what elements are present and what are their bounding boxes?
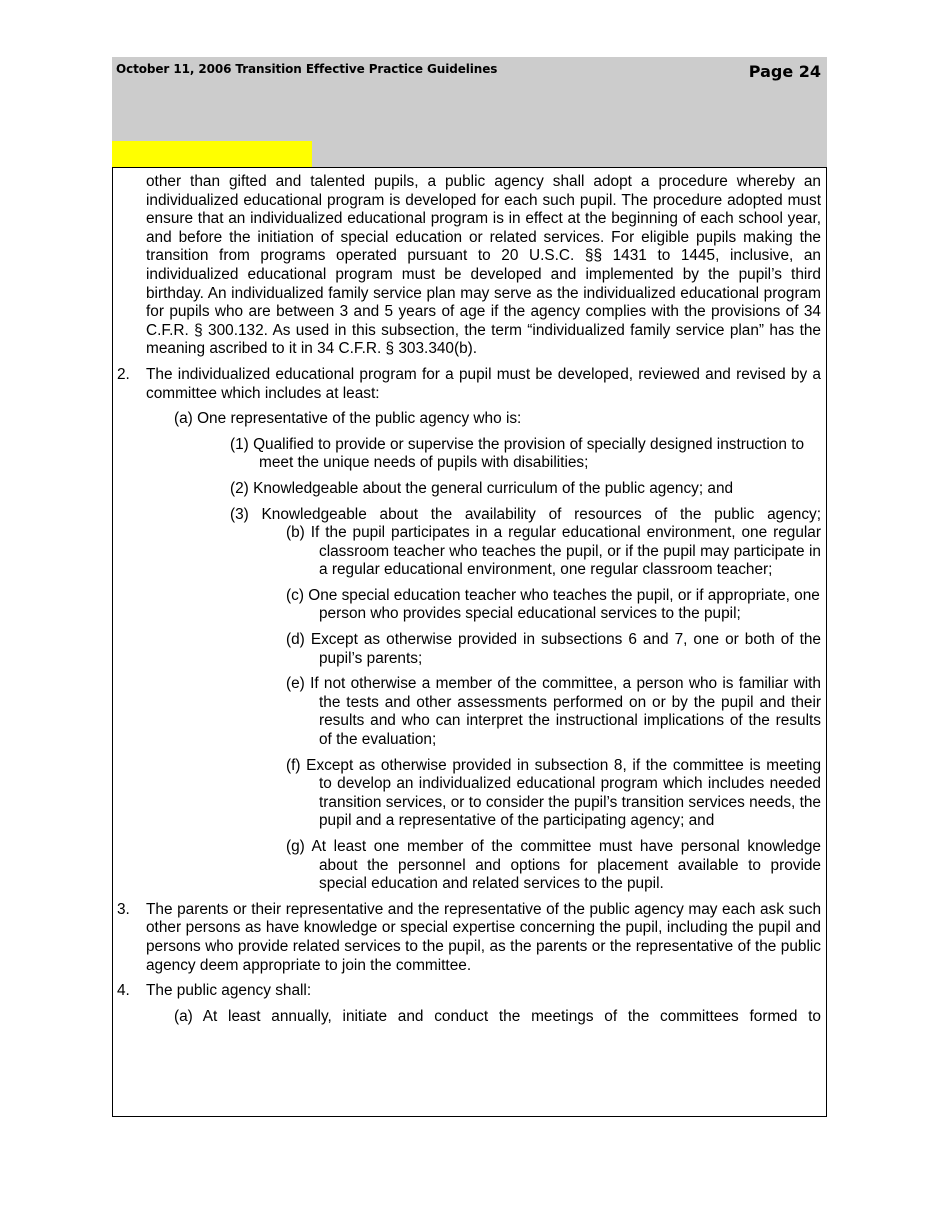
document-title: October 11, 2006 Transition Effective Practice Guidelines — [116, 62, 498, 76]
sub-item-2a-1: (1) Qualified to provide or supervise the provision of specially designed instruction to meet the unique needs of pupils with disabilities; — [230, 435, 805, 472]
sub-item-2a-3: (3) Knowledgeable about the availability of resources of the public agency; — [230, 505, 821, 523]
document-body — [113, 173, 826, 1026]
sub-item-4a: (a) At least annually, initiate and conduct the meetings of the committees formed to — [174, 1007, 821, 1025]
sub-item-2e: (e) If not otherwise a member of the committee, a person who is familiar with the tests and other assessments performed on or by the pupil and their results and who can interpret the instructional implications of the results of the evaluation; — [286, 675, 821, 749]
list-item-2 — [117, 365, 821, 403]
highlight-bar — [112, 141, 312, 167]
item-text: The parents or their representative and the representative of the public agency may each ask such other persons as have knowledge or special expertise concerning the pupil, including the pupil and persons who provide related services to the pupil, as the parents or the representative of the public agency deem appropriate to join the committee. — [146, 900, 821, 974]
sub-item-2b: (b) If the pupil participates in a regular educational environment, one regular classroom teacher who teaches the pupil, or if the pupil may participate in a regular educational environment, one regular classroom teacher; — [286, 524, 821, 579]
item-text: The public agency shall: — [146, 982, 312, 1000]
content-box — [112, 167, 827, 1117]
item-text: The individualized educational program for a pupil must be developed, reviewed and revised by a committee which includes at least: — [146, 365, 821, 402]
page-number: Page 24 — [748, 62, 821, 81]
item-number: 2. — [117, 365, 130, 383]
item-number: 3. — [117, 900, 130, 918]
sub-item-2f: (f) Except as otherwise provided in subsection 8, if the committee is meeting to develop an individualized educational program which includes needed transition services, or to consider the pupil’s transition services needs, the pupil and a representative of the participating agency; and — [286, 756, 821, 830]
item-number: 4. — [117, 982, 130, 1000]
sub-item-2c: (c) One special education teacher who teaches the pupil, or if appropriate, one person who provides special educational services to the pupil; — [286, 586, 820, 623]
list-item-3 — [117, 900, 821, 975]
sub-item-2d: (d) Except as otherwise provided in subsections 6 and 7, one or both of the pupil’s parents; — [286, 631, 821, 667]
sub-item-2a: (a) One representative of the public agency who is: — [174, 410, 522, 428]
intro-paragraph: other than gifted and talented pupils, a public agency shall adopt a procedure whereby an individualized educational program is developed for each such pupil. The procedure adopted must ensure that an individualized educational program is in effect at the beginning of each school year, and before the initiation of special education or related services. For eligible pupils making the transition from programs operated pursuant to 20 U.S.C. §§ 1431 to 1445, inclusive, an individualized educational program must be developed and implemented by the pupil’s third birthday. An individualized family service plan may serve as the individualized educational program for pupils who are between 3 and 5 years of age if the agency complies with the provisions of 34 C.F.R. § 300.132. As used in this subsection, the term “individualized family service plan” has the meaning ascribed to it in 34 C.F.R. § 303.340(b). — [146, 173, 821, 358]
sub-item-2a-2: (2) Knowledgeable about the general curriculum of the public agency; and — [230, 479, 734, 497]
sub-item-2g: (g) At least one member of the committee must have personal knowledge about the personnel and options for placement available to provide special education and related services to the pupil. — [286, 838, 821, 893]
list-item-4 — [117, 982, 821, 1001]
page-header — [112, 57, 827, 167]
